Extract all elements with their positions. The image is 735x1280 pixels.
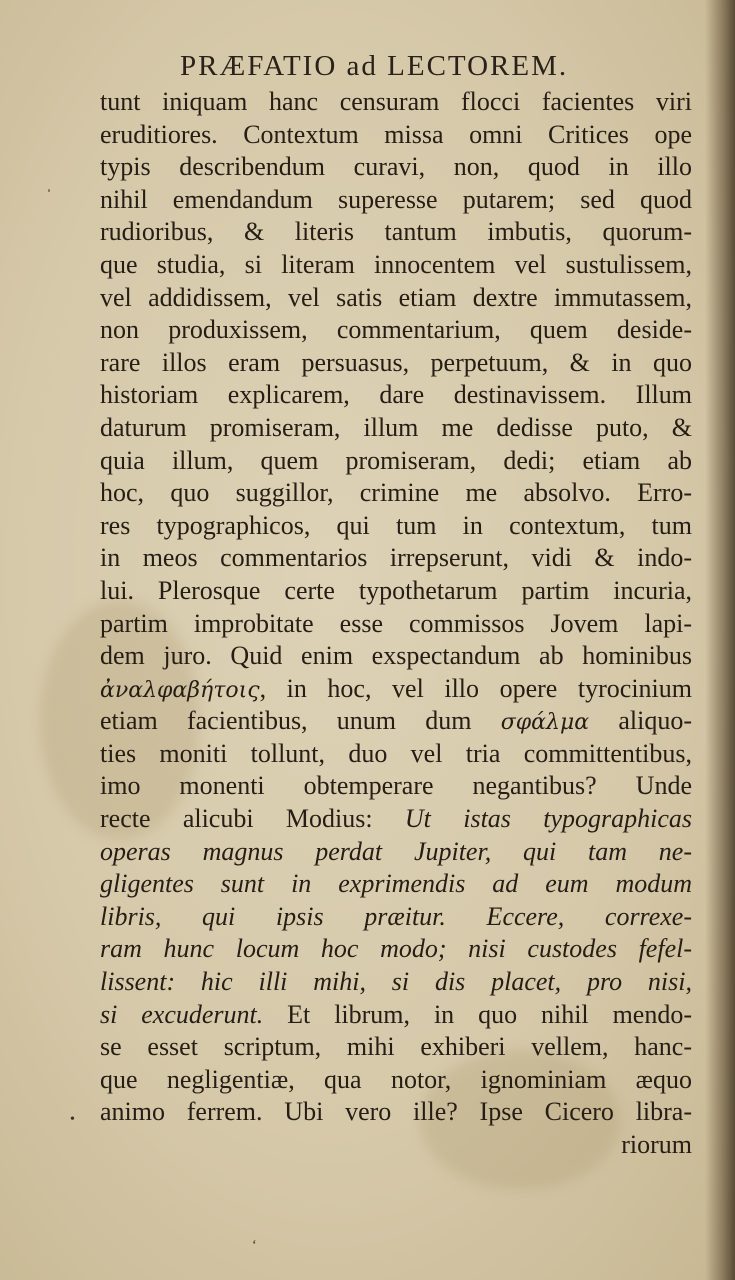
text-line bbox=[100, 510, 692, 543]
text-line bbox=[100, 412, 692, 445]
greek-word: σφάλμα bbox=[500, 710, 590, 736]
margin-mark: ˌ bbox=[46, 172, 52, 192]
text-run: tunt iniquam hanc censuram flocci facientes viri bbox=[100, 87, 692, 116]
text-line bbox=[100, 836, 692, 869]
text-line bbox=[100, 770, 692, 803]
italic-quote: si excuderunt. bbox=[100, 999, 264, 1029]
text-run: que negligentiæ, qua notor, ignominiam æquo bbox=[100, 1064, 692, 1094]
text-run: etiam facientibus, unum dum bbox=[100, 706, 501, 736]
text-run: eruditiores. Contextum missa omni Critices ope bbox=[100, 119, 692, 149]
text-run: historiam explicarem, dare destinavissem. Illum bbox=[100, 380, 692, 410]
text-line bbox=[100, 445, 692, 478]
text-run: se esset scriptum, mihi exhiberi vellem, hanc- bbox=[100, 1032, 692, 1062]
text-run: vel addidissem, vel satis etiam dextre immutassem, bbox=[100, 282, 692, 312]
text-run: aliquo- bbox=[589, 706, 692, 736]
italic-quote: libris, qui ipsis præitur. Eccere, correxe- bbox=[100, 901, 692, 931]
text-line bbox=[100, 803, 692, 836]
binding-shadow bbox=[705, 0, 735, 1280]
text-line bbox=[100, 640, 692, 673]
text-run: , in hoc, vel illo opere tyrocinium bbox=[259, 673, 692, 703]
italic-quote: operas magnus perdat Jupiter, qui tam ne- bbox=[100, 836, 692, 866]
text-line bbox=[100, 1096, 692, 1129]
text-line bbox=[100, 1129, 692, 1162]
text-run: typis describendum curavi, non, quod in illo bbox=[100, 152, 692, 182]
text-run: que studia, si literam innocentem vel sustulissem, bbox=[100, 249, 692, 279]
margin-dot: • bbox=[70, 1112, 75, 1127]
text-run: lui. Plerosque certe typothetarum partim incuria, bbox=[100, 575, 692, 605]
text-line bbox=[100, 86, 692, 119]
text-run: rudioribus, & literis tantum imbutis, quorum- bbox=[100, 217, 692, 247]
text-line bbox=[100, 738, 692, 771]
text-run: daturum promiseram, illum me dedisse puto, & bbox=[100, 412, 692, 442]
text-line bbox=[100, 1031, 692, 1064]
text-run: non produxissem, commentarium, quem deside- bbox=[100, 315, 692, 345]
text-run: hoc, quo suggillor, crimine me absolvo. Erro- bbox=[100, 478, 692, 508]
text-line bbox=[100, 282, 692, 315]
text-line bbox=[100, 705, 692, 738]
text-line bbox=[100, 608, 692, 641]
text-run: nihil emendandum superesse putarem; sed quod bbox=[100, 184, 692, 214]
greek-word: ἀναλφαβήτοις bbox=[100, 677, 260, 703]
text-run: dem juro. Quid enim exspectandum ab hominibus bbox=[100, 641, 692, 671]
text-run: Et librum, in quo nihil mendo- bbox=[263, 999, 692, 1029]
text-line bbox=[100, 673, 692, 706]
text-line bbox=[100, 119, 692, 152]
page-speck: ʻ bbox=[252, 1238, 257, 1253]
text-run: partim improbitate esse commissos Jovem lapi- bbox=[100, 608, 692, 638]
text-run: in meos commentarios irrepserunt, vidi & indo- bbox=[100, 543, 692, 573]
text-run: rare illos eram persuasus, perpetuum, & in quo bbox=[100, 347, 692, 377]
text-line bbox=[100, 868, 692, 901]
text-run: quia illum, quem promiseram, dedi; etiam ab bbox=[100, 445, 692, 475]
text-line bbox=[100, 901, 692, 934]
text-line bbox=[100, 314, 692, 347]
text-line bbox=[100, 151, 692, 184]
text-line bbox=[100, 216, 692, 249]
italic-quote: lissent: hic illi mihi, si dis placet, pro nisi, bbox=[100, 967, 692, 997]
text-line bbox=[100, 542, 692, 575]
text-line bbox=[100, 379, 692, 412]
italic-quote: ram hunc locum hoc modo; nisi custodes fefel- bbox=[100, 934, 692, 964]
text-run: riorum bbox=[621, 1130, 692, 1159]
text-line bbox=[100, 999, 692, 1032]
italic-quote: Ut istas typographicas bbox=[404, 804, 692, 834]
text-line bbox=[100, 1064, 692, 1097]
text-line bbox=[100, 347, 692, 380]
text-run: imo monenti obtemperare negantibus? Unde bbox=[100, 771, 692, 801]
body-text bbox=[100, 86, 692, 1162]
running-header: PRÆFATIO ad LECTOREM. bbox=[180, 50, 569, 82]
text-line bbox=[100, 933, 692, 966]
text-run: recte alicubi Modius: bbox=[100, 804, 405, 834]
text-line bbox=[100, 477, 692, 510]
text-run: res typographicos, qui tum in contextum, tum bbox=[100, 510, 692, 540]
text-line bbox=[100, 249, 692, 282]
text-run: animo ferrem. Ubi vero ille? Ipse Cicero libra- bbox=[100, 1097, 692, 1127]
text-line bbox=[100, 184, 692, 217]
text-run: ties moniti tollunt, duo vel tria committentibus, bbox=[100, 738, 692, 768]
text-line bbox=[100, 966, 692, 999]
text-line bbox=[100, 575, 692, 608]
italic-quote: gligentes sunt in exprimendis ad eum modum bbox=[100, 869, 692, 899]
